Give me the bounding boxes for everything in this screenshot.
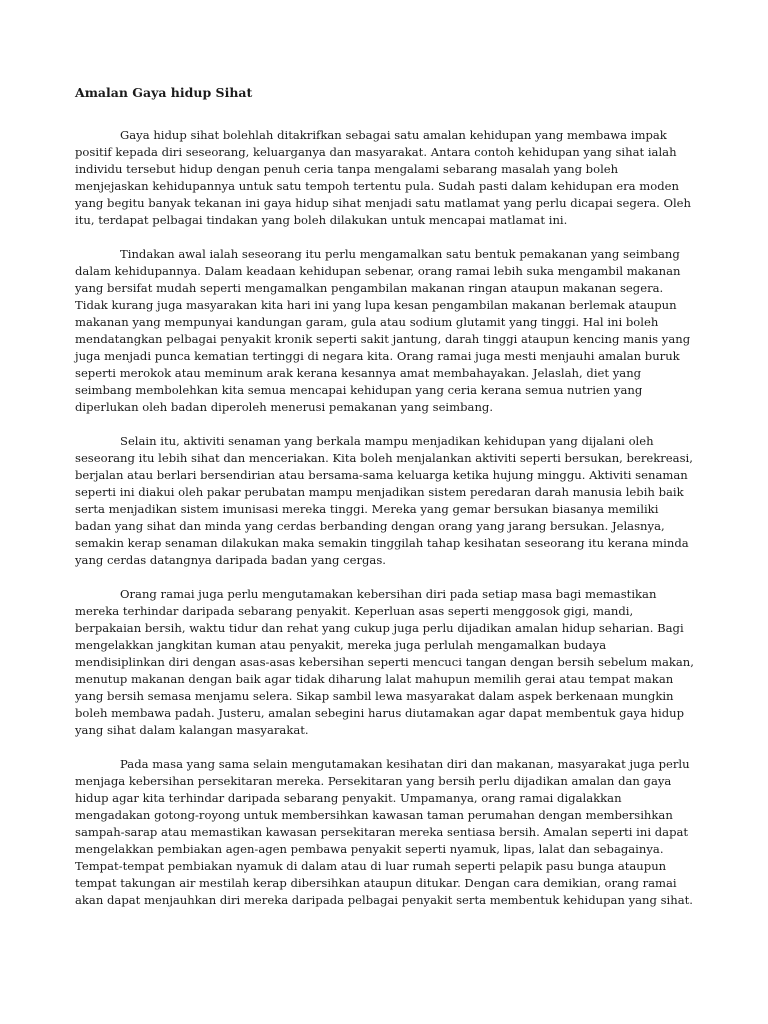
paragraph-exercise: Selain itu, aktiviti senaman yang berkala mampu menjadikan kehidupan yang dijalani oleh seseorang itu lebih sihat dan menceriakan. Kita boleh menjalankan aktiviti seperti bersukan, berekreasi, berjalan atau berlari bersendirian atau bersama-sama keluarga ketika hujung minggu. Aktiviti senaman seperti ini diakui oleh pakar perubatan mampu menjadikan sistem peredaran darah manusia lebih baik serta menjadikan sistem imunisasi mereka tinggi. Mereka yang gemar bersukan biasanya memiliki badan yang sihat dan minda yang cerdas berbanding dengan orang yang jarang bersukan. Jelasnya, semakin kerap senaman dilakukan maka semakin tinggilah tahap kesihatan seseorang itu kerana minda yang cerdas datangnya daripada badan yang cergas. bbox=[75, 434, 693, 567]
document-title: Amalan Gaya hidup Sihat bbox=[75, 85, 253, 100]
paragraph-diet: Tindakan awal ialah seseorang itu perlu mengamalkan satu bentuk pemakanan yang seimbang dalam kehidupannya. Dalam keadaan kehidupan sebenar, orang ramai lebih suka mengambil makanan yang bersifat mudah seperti mengamalkan pengambilan makanan ringan ataupun makanan segera. Tidak kurang juga masyarakan kita hari ini yang lupa kesan pengambilan makanan berlemak ataupun makanan yang mempunyai kandungan garam, gula atau sodium glutamit yang tinggi. Hal ini boleh mendatangkan pelbagai penyakit kronik seperti sakit jantung, darah tinggi ataupun kencing manis yang juga menjadi punca kematian tertinggi di negara kita. Orang ramai juga mesti menjauhi amalan buruk seperti merokok atau meminum arak kerana kesannya amat membahayakan. Jelaslah, diet yang seimbang membolehkan kita semua mencapai kehidupan yang ceria kerana semua nutrien yang diperlukan oleh badan diperoleh menerusi pemakanan yang seimbang. bbox=[75, 247, 691, 414]
paragraph-environment: Pada masa yang sama selain mengutamakan kesihatan diri dan makanan, masyarakat juga perlu menjaga kebersihan persekitaran mereka. Persekitaran yang bersih perlu dijadikan amalan dan gaya hidup agar kita terhindar daripada sebarang penyakit. Umpamanya, orang ramai digalakkan mengadakan gotong-royong untuk membersihkan kawasan taman perumahan dengan membersihkan sampah-sarap atau memastikan kawasan persekitaran mereka sentiasa bersih. Amalan seperti ini dapat mengelakkan pembiakan agen-agen pembawa penyakit seperti nyamuk, lipas, lalat dan sebagainya. Tempat-tempat pembiakan nyamuk di dalam atau di luar rumah seperti pelapik pasu bunga ataupun tempat takungan air mestilah kerap dibersihkan ataupun ditukar. Dengan cara demikian, orang ramai akan dapat menjauhkan diri mereka daripada pelbagai penyakit serta membentuk kehidupan yang sihat. bbox=[75, 757, 693, 907]
paragraph-hygiene: Orang ramai juga perlu mengutamakan kebersihan diri pada setiap masa bagi memastikan mereka terhindar daripada sebarang penyakit. Keperluan asas seperti menggosok gigi, mandi, berpakaian bersih, waktu tidur dan rehat yang cukup juga perlu dijadikan amalan hidup seharian. Bagi mengelakkan jangkitan kuman atau penyakit, mereka juga perlulah mengamalkan budaya mendisiplinkan diri dengan asas-asas kebersihan seperti mencuci tangan dengan bersih sebelum makan, menutup makanan dengan baik agar tidak diharung lalat mahupun memilih gerai atau tempat makan yang bersih semasa menjamu selera. Sikap sambil lewa masyarakat dalam aspek berkenaan mungkin boleh membawa padah. Justeru, amalan sebegini harus diutamakan agar dapat membentuk gaya hidup yang sihat dalam kalangan masyarakat. bbox=[75, 587, 694, 737]
paragraph-intro: Gaya hidup sihat bolehlah ditakrifkan sebagai satu amalan kehidupan yang membawa impak positif kepada diri seseorang, keluarganya dan masyarakat. Antara contoh kehidupan yang sihat ialah individu tersebut hidup dengan penuh ceria tanpa mengalami sebarang masalah yang boleh menjejaskan kehidupannya untuk satu tempoh tertentu pula. Sudah pasti dalam kehidupan era moden yang begitu banyak tekanan ini gaya hidup sihat menjadi satu matlamat yang perlu dicapai segera. Oleh itu, terdapat pelbagai tindakan yang boleh dilakukan untuk mencapai matlamat ini. bbox=[75, 128, 692, 227]
document-body bbox=[75, 127, 695, 926]
